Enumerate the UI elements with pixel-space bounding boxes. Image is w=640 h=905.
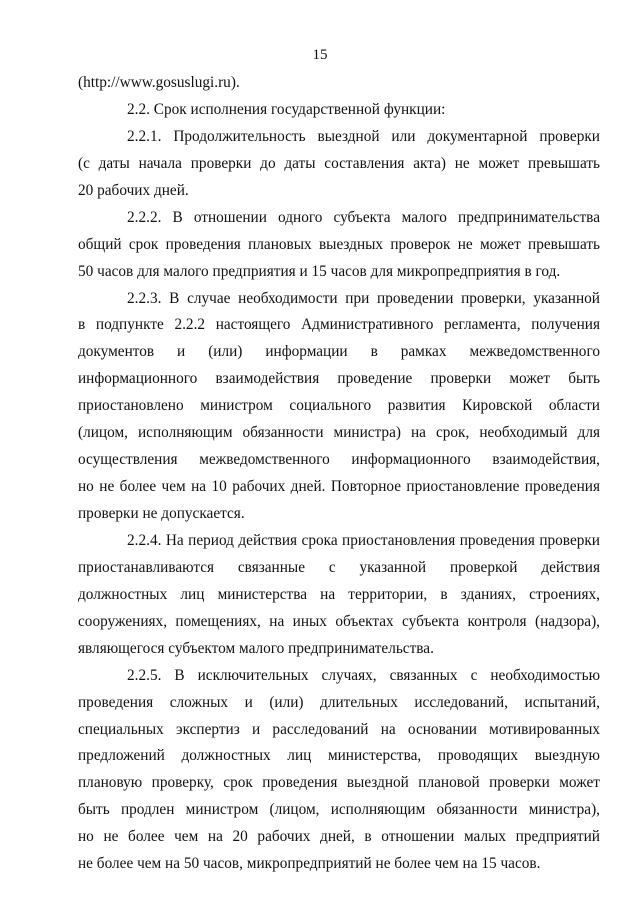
text-line: в подпункте 2.2.2 настоящего Административного регламента, получения — [78, 316, 600, 334]
text-line: 2.2.5. В исключительных случаях, связанных с необходимостью — [127, 666, 600, 684]
text-line: приостановлено министром социального развития Кировской области — [78, 397, 600, 415]
text-line: сооружениях, помещениях, на иных объектах субъекта контроля (надзора), — [78, 612, 600, 630]
text-line: не более чем на 50 часов, микропредприятий не более чем на 15 часов. — [78, 855, 541, 873]
text-line: 2.2.4. На период действия срока приостановления проведения проверки — [127, 531, 600, 549]
text-line: общий срок проведения плановых выездных проверок не может превышать — [78, 235, 600, 253]
text-line: плановую проверку, срок проведения выездной плановой проверки может — [78, 774, 600, 792]
text-line: но не более чем на 20 рабочих дней, в отношении малых предприятий — [78, 828, 600, 846]
paragraph — [78, 97, 600, 124]
text-line: проверки не допускается. — [78, 505, 245, 522]
text-line: проведения сложных и (или) длительных исследований, испытаний, — [78, 693, 600, 711]
text-line: 2.2. Срок исполнения государственной функции: — [127, 100, 446, 118]
paragraph — [78, 205, 600, 286]
text-line: информационного взаимодействия проведение проверки может быть — [78, 370, 600, 388]
text-line: должностных лиц министерства на территории, в зданиях, строениях, — [78, 585, 600, 603]
text-line: документов и (или) информации в рамках межведомственного — [78, 343, 600, 361]
text-line: 2.2.3. В случае необходимости при проведении проверки, указанной — [127, 289, 600, 307]
text-line: 2.2.1. Продолжительность выездной или документарной проверки — [127, 127, 600, 145]
text-line: предложений должностных лиц министерства, проводящих выездную — [78, 747, 600, 765]
text-line: (лицом, исполняющим обязанности министра) на срок, необходимый для — [78, 424, 600, 442]
text-line: 50 часов для малого предприятия и 15 часов для микропредприятия в год. — [78, 262, 561, 280]
text-line: но не более чем на 10 рабочих дней. Повторное приостановление проведения — [78, 478, 600, 496]
document-body — [78, 70, 600, 878]
text-line: (с даты начала проверки до даты составления акта) не может превышать — [78, 154, 600, 172]
text-line: являющегося субъектом малого предпринимательства. — [78, 639, 434, 657]
text-line: 20 рабочих дней. — [78, 181, 189, 199]
text-line: 2.2.2. В отношении одного субъекта малого предпринимательства — [127, 208, 600, 226]
text-line: приостанавливаются связанные с указанной проверкой действия — [78, 558, 600, 576]
page-number: 15 — [312, 47, 328, 63]
text-line: (http://www.gosuslugi.ru). — [78, 74, 240, 91]
paragraph — [78, 286, 600, 528]
paragraph — [78, 528, 600, 663]
text-line: специальных экспертиз и расследований на основании мотивированных — [78, 720, 600, 738]
paragraph — [78, 124, 600, 205]
paragraph — [78, 663, 600, 879]
text-line: быть продлен министром (лицом, исполняющим обязанности министра), — [78, 801, 600, 819]
paragraph — [78, 70, 600, 97]
text-line: осуществления межведомственного информационного взаимодействия, — [78, 451, 600, 469]
